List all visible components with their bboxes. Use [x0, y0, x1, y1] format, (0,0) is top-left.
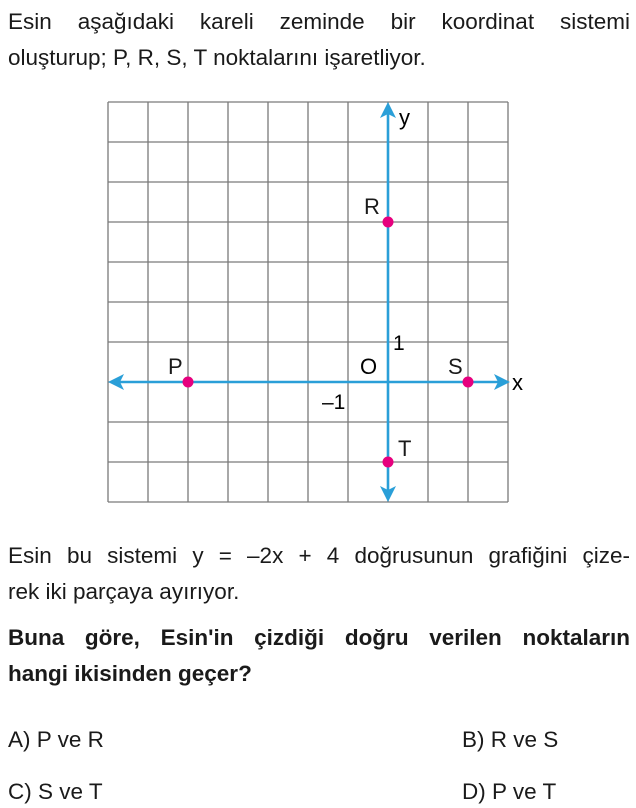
x-tick-label-neg-one: –1	[322, 391, 346, 414]
intro-line-1: Esin aşağıdaki kareli zeminde bir koordinat sistemi	[8, 9, 630, 34]
figure-labels	[322, 105, 523, 414]
point-p-label: P	[168, 354, 183, 379]
body-line-1: Esin bu sistemi y = –2x + 4 doğrusunun grafiğini çize-	[8, 543, 630, 568]
point-t-label: T	[398, 436, 412, 461]
point-t-marker	[383, 457, 394, 468]
y-axis-label: y	[399, 105, 410, 130]
y-tick-label-one: 1	[393, 332, 405, 355]
point-s-marker	[463, 377, 474, 388]
question-line-1: Buna göre, Esin'in çizdiği doğru verilen noktaların	[8, 625, 630, 650]
body-line-2: rek iki parçaya ayırıyor.	[8, 579, 240, 604]
point-r-marker	[383, 217, 394, 228]
origin-label: O	[360, 354, 378, 379]
square-grid	[108, 102, 508, 502]
x-axis-label: x	[512, 370, 523, 395]
option-a[interactable]: A) P ve R	[8, 727, 104, 752]
point-s-label: S	[448, 354, 463, 379]
option-b[interactable]: B) R ve S	[462, 727, 559, 752]
intro-line-2: oluşturup; P, R, S, T noktalarını işaretliyor.	[8, 45, 426, 70]
question-text	[8, 620, 630, 692]
option-d[interactable]: D) P ve T	[462, 779, 557, 804]
point-p-marker	[183, 377, 194, 388]
question-line-2: hangi ikisinden geçer?	[8, 661, 252, 686]
option-c[interactable]: C) S ve T	[8, 779, 103, 804]
line-description	[8, 538, 630, 610]
point-r-label: R	[364, 194, 380, 219]
